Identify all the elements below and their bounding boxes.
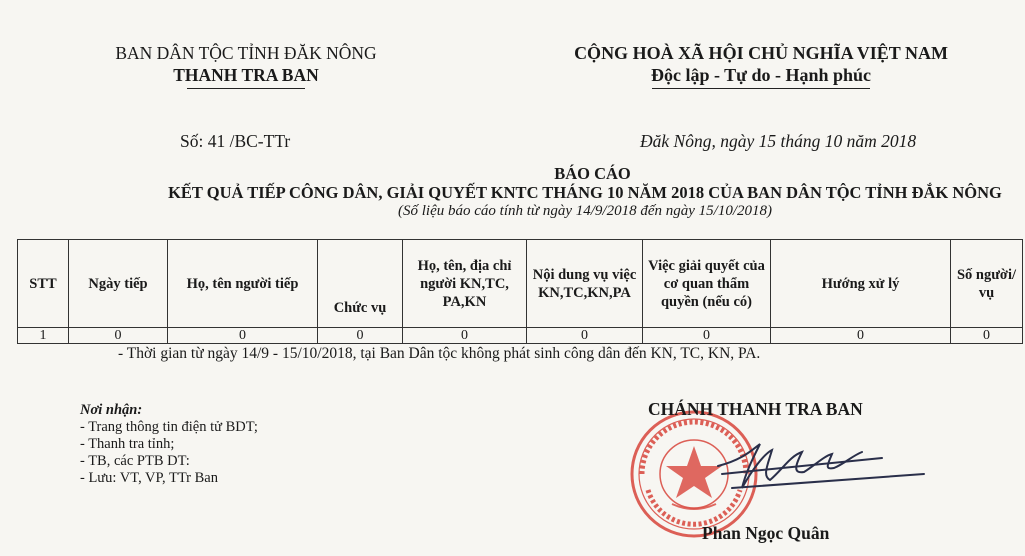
table-cell: 0 — [527, 328, 643, 344]
recipient-item: - Trang thông tin điện tử BDT; — [80, 419, 258, 435]
signer-title: CHÁNH THANH TRA BAN — [648, 399, 863, 419]
national-header — [540, 42, 982, 89]
column-header: Chức vụ — [318, 240, 403, 328]
agency-header — [60, 42, 432, 89]
report-period: (Số liệu báo cáo tính từ ngày 14/9/2018 đến ngày 15/10/2018) — [398, 203, 772, 219]
signature-icon — [712, 430, 942, 500]
recipient-item: - TB, các PTB DT: — [80, 453, 190, 469]
agency-name: BAN DÂN TỘC TỈNH ĐĂK NÔNG — [115, 43, 377, 63]
recipients-block — [80, 402, 258, 487]
column-header: Họ, tên, địa chỉ người KN,TC, PA,KN — [403, 240, 527, 328]
column-header: Nội dung vụ việc KN,TC,KN,PA — [527, 240, 643, 328]
column-header: Số người/ vụ — [951, 240, 1023, 328]
report-note: - Thời gian từ ngày 14/9 - 15/10/2018, tại Ban Dân tộc không phát sinh công dân đến KN, TC, KN, PA. — [118, 345, 761, 362]
column-header: Hướng xử lý — [771, 240, 951, 328]
recipient-item: - Lưu: VT, VP, TTr Ban — [80, 470, 218, 486]
table-cell: 0 — [403, 328, 527, 344]
table-cell: 0 — [951, 328, 1023, 344]
report-title: BÁO CÁO — [554, 164, 631, 183]
department-name: THANH TRA BAN — [173, 65, 319, 85]
table-row — [18, 328, 1023, 344]
national-title: CỘNG HOÀ XÃ HỘI CHỦ NGHĨA VIỆT NAM — [574, 43, 948, 63]
recipients-title: Nơi nhận: — [80, 402, 143, 418]
national-motto: Độc lập - Tự do - Hạnh phúc — [650, 65, 872, 85]
document-date: Đăk Nông, ngày 15 tháng 10 năm 2018 — [640, 131, 917, 151]
column-header: Ngày tiếp — [69, 240, 168, 328]
column-header: Việc giải quyết của cơ quan thẩm quyền (nếu có) — [643, 240, 771, 328]
motto-underline — [652, 88, 870, 89]
table-cell: 1 — [18, 328, 69, 344]
report-table — [17, 239, 1023, 344]
document-number: Số: 41 /BC-TTr — [180, 131, 291, 151]
report-subtitle: KẾT QUẢ TIẾP CÔNG DÂN, GIẢI QUYẾT KNTC THÁNG 10 NĂM 2018 CỦA BAN DÂN TỘC TỈNH ĐẮK NÔNG — [168, 183, 1002, 202]
column-header: Họ, tên người tiếp — [168, 240, 318, 328]
recipient-item: - Thanh tra tỉnh; — [80, 436, 175, 452]
header-underline — [187, 88, 305, 89]
table-cell: 0 — [318, 328, 403, 344]
signer-name: Phan Ngọc Quân — [702, 523, 830, 543]
table-cell: 0 — [771, 328, 951, 344]
table-header-row — [18, 240, 1023, 328]
table-cell: 0 — [168, 328, 318, 344]
table-cell: 0 — [643, 328, 771, 344]
column-header: STT — [18, 240, 69, 328]
table-cell: 0 — [69, 328, 168, 344]
